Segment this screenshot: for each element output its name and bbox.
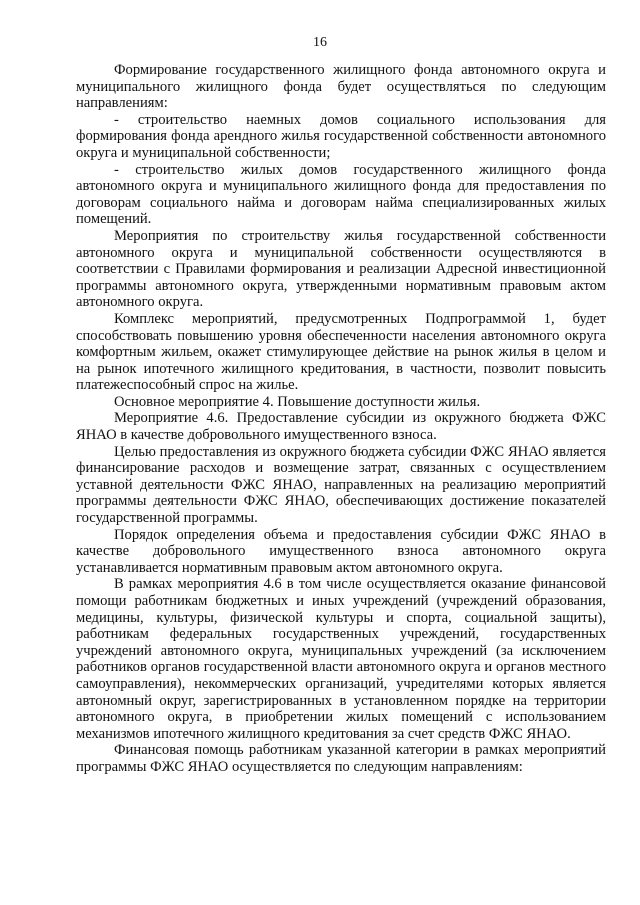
paragraph-housing-fund-intro: Формирование государственного жилищного фонда автономного округа и муниципального жилищного фонда будет осуществляться по следующим направлениям: (76, 62, 606, 112)
paragraph-subsidy-purpose: Целью предоставления из окружного бюджета субсидии ФЖС ЯНАО является финансирование расходов и возмещение затрат, связанных с осуществлением уставной деятельности ФЖС ЯНАО, направленных на реализацию мероприятий программы деятельности ФЖС ЯНАО, обеспечивающих достижение показателей государственной программы. (76, 443, 606, 527)
paragraph-financial-assistance: В рамках мероприятия 4.6 в том числе осуществляется оказание финансовой помощи работникам бюджетных и иных учреждений (учреждений образования, медицины, культуры, физической культуры и спорта, социальной защиты), работникам федеральных государственных учреждений, государственных учреждений автономного округа, муниципальных учреждений (за исключением работников органов государственной власти автономного округа и органов местного самоуправления), некоммерческих организаций, учредителями которых является автономный округ, зарегистрированных в установленном порядке на территории автономного округа, в приобретении жилых помещений с использованием механизмов ипотечного жилищного кредитования за счет средств ФЖС ЯНАО. (76, 576, 606, 742)
paragraph-assistance-directions: Финансовая помощь работникам указанной категории в рамках мероприятий программы ФЖС ЯНАО осуществляется по следующим направлениям: (76, 742, 606, 775)
paragraph-activity-4-6: Мероприятие 4.6. Предоставление субсидии из окружного бюджета ФЖС ЯНАО в качестве добровольного имущественного взноса. (76, 410, 606, 444)
paragraph-subprogram-effect: Комплекс мероприятий, предусмотренных Подпрограммой 1, будет способствовать повышению уровня обеспеченности населения автономного округа комфортным жильем, окажет стимулирующее действие на рынок жилья в целом и на рынок ипотечного жилищного кредитования, в частности, позволит повысить платежеспособный спрос на жилье. (76, 310, 606, 394)
paragraph-main-activity-4: Основное мероприятие 4. Повышение доступности жилья. (114, 393, 481, 410)
document-body (76, 62, 606, 776)
paragraph-construction-activities: Мероприятия по строительству жилья государственной собственности автономного округа и муниципальной собственности осуществляются в соответствии с Правилами формирования и реализации Адресной инвестиционной программы автономного округа, утвержденными нормативным правовым актом автономного округа. (76, 227, 606, 311)
list-item-rental-houses: - строительство наемных домов социального использования для формирования фонда арендного жилья государственной собственности автономного округа и муниципальной собственности; (76, 111, 606, 161)
page-number: 16 (313, 35, 327, 50)
list-item-residential-houses: - строительство жилых домов государственного жилищного фонда автономного округа и муниципального жилищного фонда для предоставления по договорам социального найма и договорам найма специализированных жилых помещений. (76, 161, 606, 228)
paragraph-subsidy-procedure: Порядок определения объема и предоставления субсидии ФЖС ЯНАО в качестве добровольного имущественного взноса автономного округа устанавливается нормативным правовым актом автономного округа. (76, 526, 606, 576)
